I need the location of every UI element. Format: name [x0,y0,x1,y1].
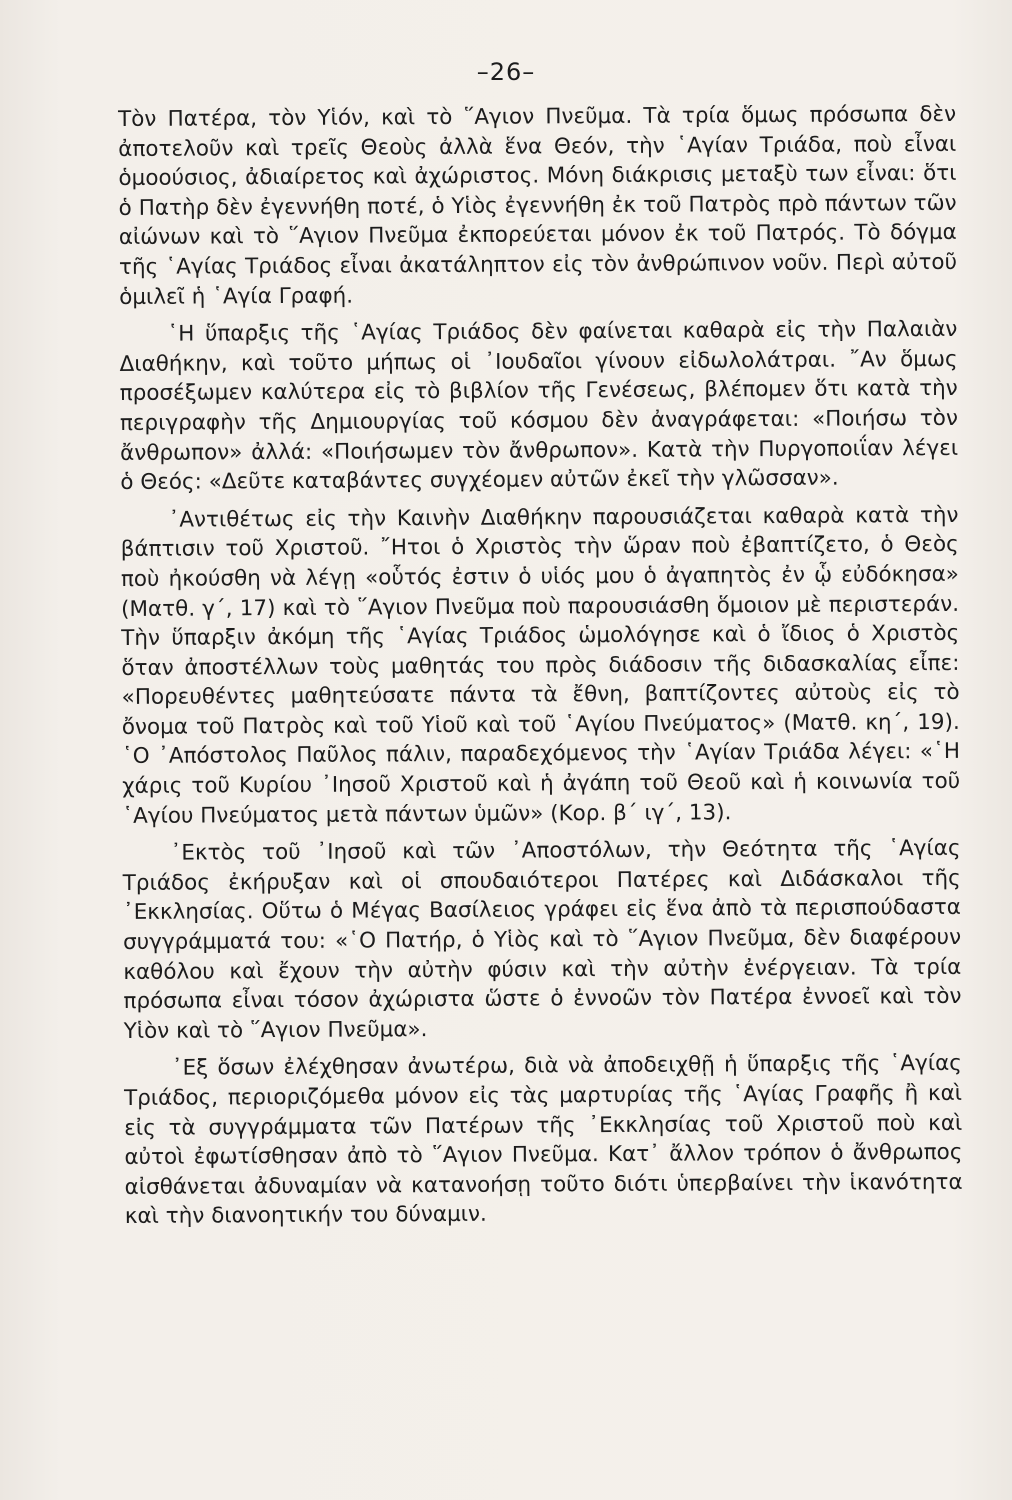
page-number: –26– [476,58,536,86]
paragraph-1: Τὸν Πατέρα, τὸν Υἱόν, καὶ τὸ ῞Αγιον Πνεῦμα. Τὰ τρία ὅμως πρόσωπα δὲν ἀποτελοῦν καὶ τρεῖς Θεοὺς ἀλλὰ ἕνα Θεόν, τὴν ῾Αγίαν Τριάδα, ποὺ εἶναι ὁμοούσιος, ἀδιαίρετος καὶ ἀχώριστος. Μόνη διάκρισις μεταξὺ των εἶναι: ὅτι ὁ Πατὴρ δὲν ἐγεννήθη ποτέ, ὁ Υἱὸς ἐγεννήθη ἐκ τοῦ Πατρὸς πρὸ πάντων τῶν αἰώνων καὶ τὸ ῞Αγιον Πνεῦμα ἐκπορεύεται μόνον ἐκ τοῦ Πατρός. Τὸ δόγμα τῆς ῾Αγίας Τριάδος εἶναι ἀκατάληπτον εἰς τὸν ἀνθρώπινον νοῦν. Περὶ αὐτοῦ ὁμιλεῖ ἡ ῾Αγία Γραφή. [118,101,958,310]
paragraph-2: ῾Η ὕπαρξις τῆς ῾Αγίας Τριάδος δὲν φαίνεται καθαρὰ εἰς τὴν Παλαιὰν Διαθήκην, καὶ τοῦτο μήπως οἱ ᾿Ιουδαῖοι γίνουν εἰδωλολάτραι. ῎Αν ὅμως προσέξωμεν καλύτερα εἰς τὸ βιβλίον τῆς Γενέσεως, βλέπομεν ὅτι κατὰ τὴν περιγραφὴν τῆς Δημιουργίας τοῦ κόσμου δὲν ἀναγράφεται: «Ποιήσω τὸν ἄνθρωπον» ἀλλά: «Ποιήσωμεν τὸν ἄνθρωπον». Κατὰ τὴν Πυργοποιΐαν λέγει ὁ Θεός: «Δεῦτε καταβάντες συγχέομεν αὐτῶν ἐκεῖ τὴν γλῶσσαν». [119,317,959,496]
paragraph-4: ᾿Εκτὸς τοῦ ᾿Ιησοῦ καὶ τῶν ᾿Αποστόλων, τὴν Θεότητα τῆς ῾Αγίας Τριάδος ἐκήρυξαν καὶ οἱ σπουδαιότεροι Πατέρες καὶ Διδάσκαλοι τῆς ᾿Εκκλησίας. Οὕτω ὁ Μέγας Βασίλειος γράφει εἰς ἕνα ἀπὸ τὰ περισπούδαστα συγγράμματά του: «῾Ο Πατήρ, ὁ Υἱὸς καὶ τὸ ῞Αγιον Πνεῦμα, δὲν διαφέρουν καθόλου καὶ ἔχουν τὴν αὐτὴν φύσιν καὶ τὴν αὐτὴν ἐνέργειαν. Τὰ τρία πρόσωπα εἶναι τόσον ἀχώριστα ὥστε ὁ ἐννοῶν τὸν Πατέρα ἐννοεῖ καὶ τὸν Υἱὸν καὶ τὸ ῞Αγιον Πνεῦμα». [122,836,962,1044]
paragraph-5: ᾿Εξ ὅσων ἐλέχθησαν ἀνωτέρω, διὰ νὰ ἀποδειχθῇ ἡ ὕπαρξις τῆς ῾Αγίας Τριάδος, περιοριζόμεθα μόνον εἰς τὰς μαρτυρίας τῆς ῾Αγίας Γραφῆς ἢ καὶ εἰς τὰ συγγράμματα τῶν Πατέρων τῆς ᾿Εκκλησίας τοῦ Χριστοῦ ποὺ καὶ αὐτοὶ ἐφωτίσθησαν ἀπὸ τὸ ῞Αγιον Πνεῦμα. Κατ᾿ ἄλλον τρόπον ὁ ἄνθρωπος αἰσθάνεται ἀδυναμίαν νὰ κατανοήσῃ τοῦτο διότι ὑπερβαίνει τὴν ἱκανότητα καὶ τὴν διανοητικήν του δύναμιν. [123,1051,963,1230]
paragraph-3: ᾿Αντιθέτως εἰς τὴν Καινὴν Διαθήκην παρουσιάζεται καθαρὰ κατὰ τὴν βάπτισιν τοῦ Χριστοῦ. ῎Ητοι ὁ Χριστὸς τὴν ὥραν ποὺ ἐβαπτίζετο, ὁ Θεὸς ποὺ ἠκούσθη νὰ λέγῃ «οὗτός ἐστιν ὁ υἱός μου ὁ ἀγαπητὸς ἐν ᾧ εὐδόκησα» (Ματθ. γ΄, 17) καὶ τὸ ῞Αγιον Πνεῦμα ποὺ παρουσιάσθη ὅμοιον μὲ περιστεράν. Τὴν ὕπαρξιν ἀκόμη τῆς ῾Αγίας Τριάδος ὡμολόγησε καὶ ὁ ἴδιος ὁ Χριστὸς ὅταν ἀποστέλλων τοὺς μαθητάς του πρὸς διάδοσιν τῆς διδασκαλίας εἶπε: «Πορευθέντες μαθητεύσατε πάντα τὰ ἔθνη, βαπτίζοντες αὐτοὺς εἰς τὸ ὄνομα τοῦ Πατρὸς καὶ τοῦ Υἱοῦ καὶ τοῦ ῾Αγίου Πνεύματος» (Ματθ. κη΄, 19). ῾Ο ᾿Απόστολος Παῦλος πάλιν, παραδεχόμενος τὴν ῾Αγίαν Τριάδα λέγει: «῾Η χάρις τοῦ Κυρίου ᾿Ιησοῦ Χριστοῦ καὶ ἡ ἀγάπη τοῦ Θεοῦ καὶ ἡ κοινωνία τοῦ ῾Αγίου Πνεύματος μετὰ πάντων ὑμῶν» (Κορ. β΄ ιγ΄, 13). [120,502,961,829]
body-text [118,100,963,1232]
